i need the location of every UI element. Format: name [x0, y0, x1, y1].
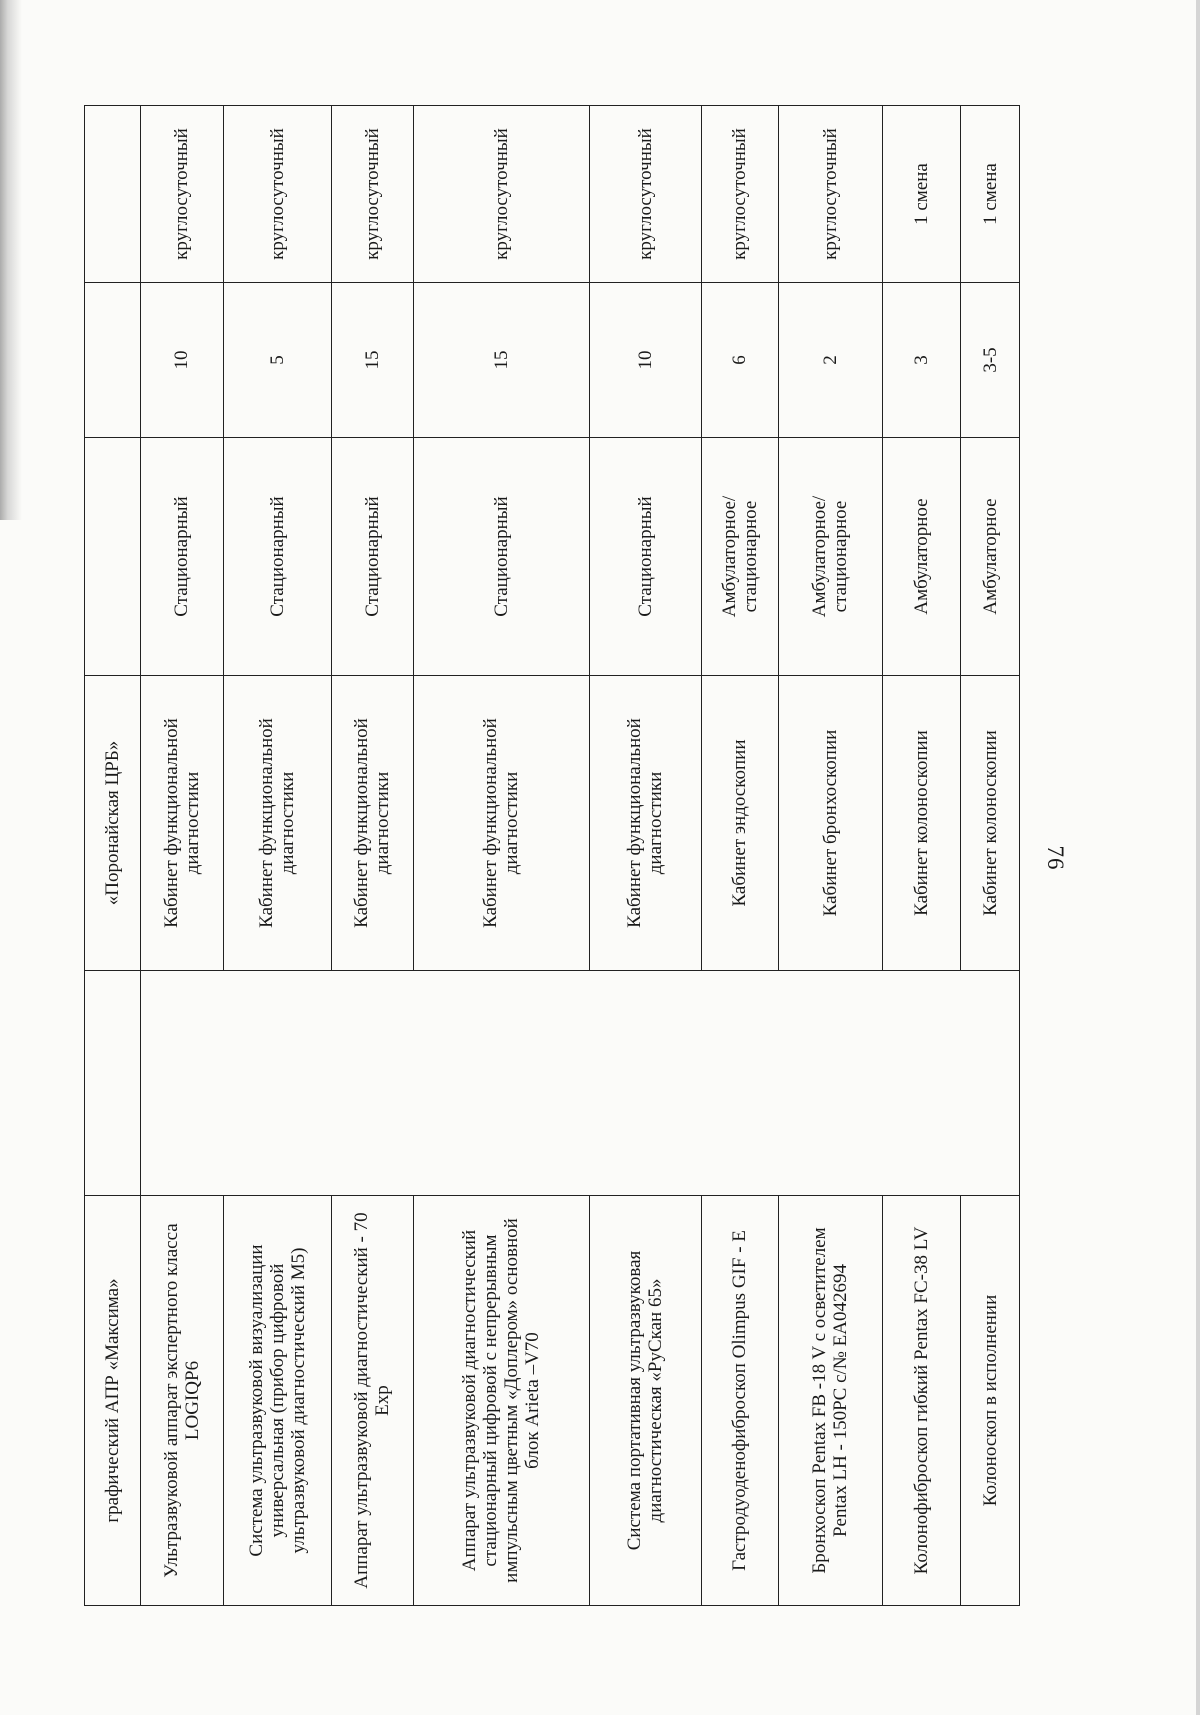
device-cell: Гастродуоденофиброскоп Olimpus GIF - E	[701, 1196, 779, 1606]
mode-cell: Стационарный	[413, 438, 589, 676]
mode-cell: Стационарный	[331, 438, 413, 676]
schedule-cell: круглосуточный	[413, 106, 589, 283]
count-cell: 3-5	[961, 283, 1020, 438]
mode-cell	[85, 438, 141, 676]
mode-cell: Стационарный	[590, 438, 702, 676]
empty-cell	[85, 971, 141, 1196]
table-row	[141, 106, 223, 1606]
count-cell: 6	[701, 283, 779, 438]
location-cell: Кабинет колоноскопии	[961, 676, 1020, 971]
count-cell: 15	[331, 283, 413, 438]
device-cell: Система ультразвуковой визуализации универсальная (прибор цифровой ультразвуковой диагностический М5)	[223, 1196, 331, 1606]
location-cell: Кабинет колоноскопии	[882, 676, 961, 971]
location-cell: «Поронайская ЦРБ»	[85, 676, 141, 971]
table-row	[590, 106, 702, 1606]
mode-cell: Амбулаторное	[961, 438, 1020, 676]
scan-edge-shadow	[0, 0, 22, 520]
schedule-cell: круглосуточный	[590, 106, 702, 283]
device-cell: Система портативная ультразвуковая диагностическая «РуСкан 65»	[590, 1196, 702, 1606]
count-cell: 10	[590, 283, 702, 438]
location-cell: Кабинет функциональной диагностики	[141, 676, 223, 971]
count-cell: 2	[779, 283, 882, 438]
device-cell: графический АПР «Максима»	[85, 1196, 141, 1606]
count-cell: 15	[413, 283, 589, 438]
device-cell: Колоноскоп в исполнении	[961, 1196, 1020, 1606]
page-edge	[1196, 0, 1200, 1715]
table-row	[701, 106, 779, 1606]
mode-cell: Амбулаторное/ стационарное	[779, 438, 882, 676]
table-row	[85, 106, 141, 1606]
schedule-cell: 1 смена	[882, 106, 961, 283]
table-row	[961, 106, 1020, 1606]
count-cell: 5	[223, 283, 331, 438]
table-row	[413, 106, 589, 1606]
mode-cell: Амбулаторное	[882, 438, 961, 676]
table-row	[331, 106, 413, 1606]
count-cell: 3	[882, 283, 961, 438]
schedule-cell: круглосуточный	[141, 106, 223, 283]
mode-cell: Стационарный	[223, 438, 331, 676]
mode-cell: Амбулаторное/ стационарное	[701, 438, 779, 676]
device-cell: Колонофиброскоп гибкий Pentax FC-38 LV	[882, 1196, 961, 1606]
rotated-table-container	[84, 106, 1020, 1606]
schedule-cell: круглосуточный	[331, 106, 413, 283]
mode-cell: Стационарный	[141, 438, 223, 676]
device-cell: Аппарат ультразвуковой диагностический стационарный цифровой с непрерывным импульсным цветным «Доплером» основной блок Arieta –V70	[413, 1196, 589, 1606]
device-cell: Бронхоскоп Pentax FB -18 V с осветителем Pentax LH - 150PC с/№ EA042694	[779, 1196, 882, 1606]
schedule-cell	[85, 106, 141, 283]
schedule-cell: круглосуточный	[701, 106, 779, 283]
location-cell: Кабинет функциональной диагностики	[590, 676, 702, 971]
table-row	[882, 106, 961, 1606]
schedule-cell: круглосуточный	[223, 106, 331, 283]
location-cell: Кабинет функциональной диагностики	[223, 676, 331, 971]
location-cell: Кабинет бронхоскопии	[779, 676, 882, 971]
device-cell: Аппарат ультразвуковой диагностический - 70 Exp	[331, 1196, 413, 1606]
location-cell: Кабинет функциональной диагностики	[413, 676, 589, 971]
empty-cell	[141, 971, 1020, 1196]
schedule-cell: 1 смена	[961, 106, 1020, 283]
count-cell	[85, 283, 141, 438]
equipment-table	[84, 105, 1020, 1606]
table-row	[223, 106, 331, 1606]
location-cell: Кабинет эндоскопии	[701, 676, 779, 971]
device-cell: Ультразвуковой аппарат экспертного класса LOGIQP6	[141, 1196, 223, 1606]
count-cell: 10	[141, 283, 223, 438]
page-number: 76	[1043, 845, 1068, 871]
location-cell: Кабинет функциональной диагностики	[331, 676, 413, 971]
table-row	[779, 106, 882, 1606]
schedule-cell: круглосуточный	[779, 106, 882, 283]
